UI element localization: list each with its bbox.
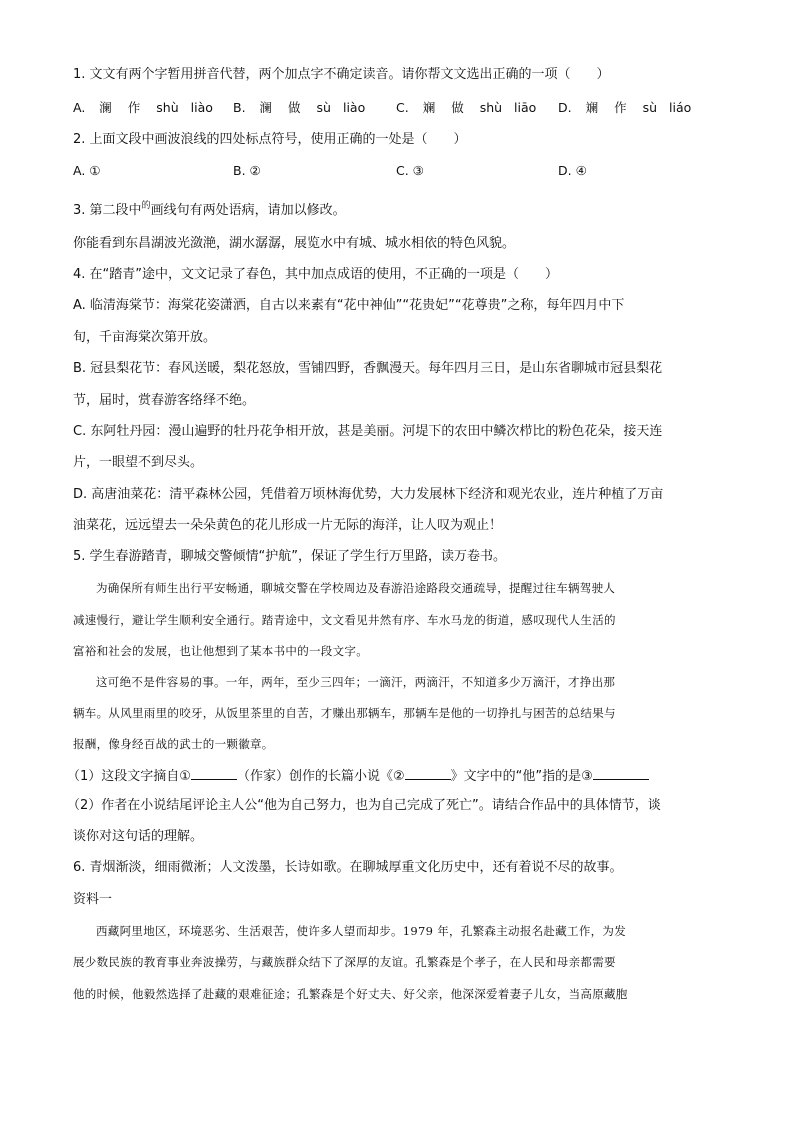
q4-option-a-line2: 旬，千亩海棠次第开放。 [73, 330, 217, 345]
option-pinyin: sù [316, 100, 331, 115]
q4-option-b-line1[interactable]: B. 冠县梨花节：春风送暖，梨花怒放，雪铺四野，香飘漫天。每年四月三日，是山东省聊城市冠县梨花 [73, 361, 663, 376]
q1-option-b[interactable] [233, 100, 365, 116]
q4-stem: 4. 在“踏青”途中，文文记录了春色，其中加点成语的使用，不正确的一项是（ ） [73, 267, 559, 282]
option-label: C. [396, 100, 409, 115]
option-char: 做 [451, 100, 464, 115]
q1-stem: 1. 文文有两个字暂用拼音代替，两个加点字不确定读音。请你帮文文选出正确的一项（ ） [73, 67, 610, 82]
q5-sub2-line2: 谈你对这句话的理解。 [73, 829, 204, 844]
option-pinyin: sù [642, 100, 658, 115]
option-label: A. [73, 100, 86, 115]
q3-stem [73, 203, 346, 220]
q4-option-a-line1[interactable]: A. 临清海棠节：海棠花姿潇洒，自古以来素有“花中神仙”“花贵妃”“花尊贵”之称，每年四月中下 [73, 298, 625, 313]
blank-2[interactable] [405, 767, 451, 780]
q4-option-b-line2: 节，届时，赏春游客络绎不绝。 [73, 393, 256, 408]
q1-option-d[interactable] [558, 100, 691, 116]
q4-option-d-line2: 油菜花，远远望去一朵朵黄色的花儿形成一片无际的海洋，让人叹为观止！ [73, 518, 503, 533]
q6-material-line3: 他的时候，他毅然选择了赴藏的艰难征途；孔繁森是个好丈夫、好父亲，他深深爱着妻子儿女，当高原藏胞 [73, 987, 628, 1001]
q6-stem: 6. 青烟渐淡，细雨微淅；人文泼墨，长诗如歌。在聊城厚重文化历史中，还有着说不尽的故事。 [73, 860, 623, 875]
option-pinyin: liào [190, 100, 213, 115]
q5-sub1-part-c: 》文字中的“他”指的是③ [450, 769, 593, 784]
option-pinyin: liào [342, 100, 366, 115]
q2-stem: 2. 上面文段中画波浪线的四处标点符号，使用正确的一处是（ ） [73, 132, 467, 147]
q1-option-a[interactable] [73, 100, 213, 116]
option-pinyin: shù [479, 100, 503, 115]
option-char: 斓 [585, 100, 599, 115]
option-char: 做 [288, 100, 301, 115]
q5-sub1-part-b: （作家）创作的长篇小说《② [236, 769, 405, 784]
blank-3[interactable] [593, 767, 649, 780]
q6-material-line2: 展少数民族的教育事业奔波操劳，与藏族群众结下了深厚的友谊。孔繁森是个孝子，在人民和母亲都需要 [73, 955, 616, 969]
q5-sub1 [67, 767, 649, 785]
q2-option-d[interactable]: D. ④ [558, 163, 587, 178]
option-char: 斓 [422, 100, 436, 115]
q3-stem-mark: 的 [141, 201, 151, 211]
q4-option-d-line1[interactable]: D. 高唐油菜花：清平森林公园，凭借着万顷林海优势，大力发展林下经济和观光农业，连片种植了万亩 [73, 487, 664, 502]
q5-passage2-line2: 辆车。从风里雨里的咬牙，从饭里茶里的自苦，才赚出那辆车，那辆车是他的一切挣扎与困苦的总结果与 [73, 706, 616, 720]
option-char: 澜 [99, 100, 112, 115]
blank-1[interactable] [191, 767, 237, 780]
q5-passage1-line1: 为确保所有师生出行平安畅通，聊城交警在学校周边及春游沿途路段交通疏导，提醒过往车辆驾驶人 [96, 581, 616, 595]
option-char: 作 [614, 100, 627, 115]
q5-sub1-part-a: （1）这段文字摘自① [67, 769, 191, 784]
q5-passage1-line2: 减速慢行，避让学生顺利安全通行。踏青途中，文文看见井然有序、车水马龙的街道，感叹现代人生活的 [73, 613, 616, 627]
q2-option-a[interactable]: A. ① [73, 163, 101, 178]
q5-passage1-line3: 富裕和社会的发展，也让他想到了某本书中的一段文字。 [73, 644, 368, 658]
q5-passage2-line3: 报酬，像身经百战的武士的一颗徽章。 [73, 737, 274, 751]
option-label: D. [558, 100, 572, 115]
q3-stem-post: 画线句有两处语病，请加以修改。 [150, 203, 346, 218]
q4-option-c-line1[interactable]: C. 东阿牡丹园：漫山遍野的牡丹花争相开放，甚是美丽。河堤下的农田中鳞次栉比的粉色花朵，接天连 [73, 424, 663, 439]
option-pinyin: liáo [669, 100, 692, 115]
option-label: B. [233, 100, 246, 115]
q4-option-c-line2: 片，一眼望不到尽头。 [73, 455, 204, 470]
q5-passage2-line1: 这可绝不是件容易的事。一年，两年，至少三四年；一滴汗，两滴汗，不知道多少万滴汗，才挣出那 [96, 675, 616, 689]
q6-material-title: 资料一 [73, 892, 113, 907]
q2-option-b[interactable]: B. ② [233, 163, 261, 178]
q2-option-c[interactable]: C. ③ [396, 163, 424, 178]
q5-sub2-line1: （2）作者在小说结尾评论主人公“他为自己努力，也为自己完成了死亡”。请结合作品中的具体情节，谈 [67, 798, 661, 813]
option-pinyin: liāo [514, 100, 537, 115]
q3-sentence: 你能看到东昌湖波光潋滟，湖水潺潺，展览水中有城、城水相依的特色风貌。 [73, 236, 516, 251]
q6-material-line1: 西藏阿里地区，环境恶劣、生活艰苦，使许多人望而却步。1979 年，孔繁森主动报名赴藏工作，为发 [96, 924, 627, 938]
option-pinyin: shù [156, 100, 179, 115]
option-char: 澜 [259, 100, 273, 115]
option-char: 作 [127, 100, 141, 115]
q5-stem: 5. 学生春游踏青，聊城交警倾情“护航”，保证了学生行万里路，读万卷书。 [73, 549, 507, 564]
q3-stem-pre: 3. 第二段中 [73, 203, 142, 218]
q1-option-c[interactable] [396, 100, 536, 116]
